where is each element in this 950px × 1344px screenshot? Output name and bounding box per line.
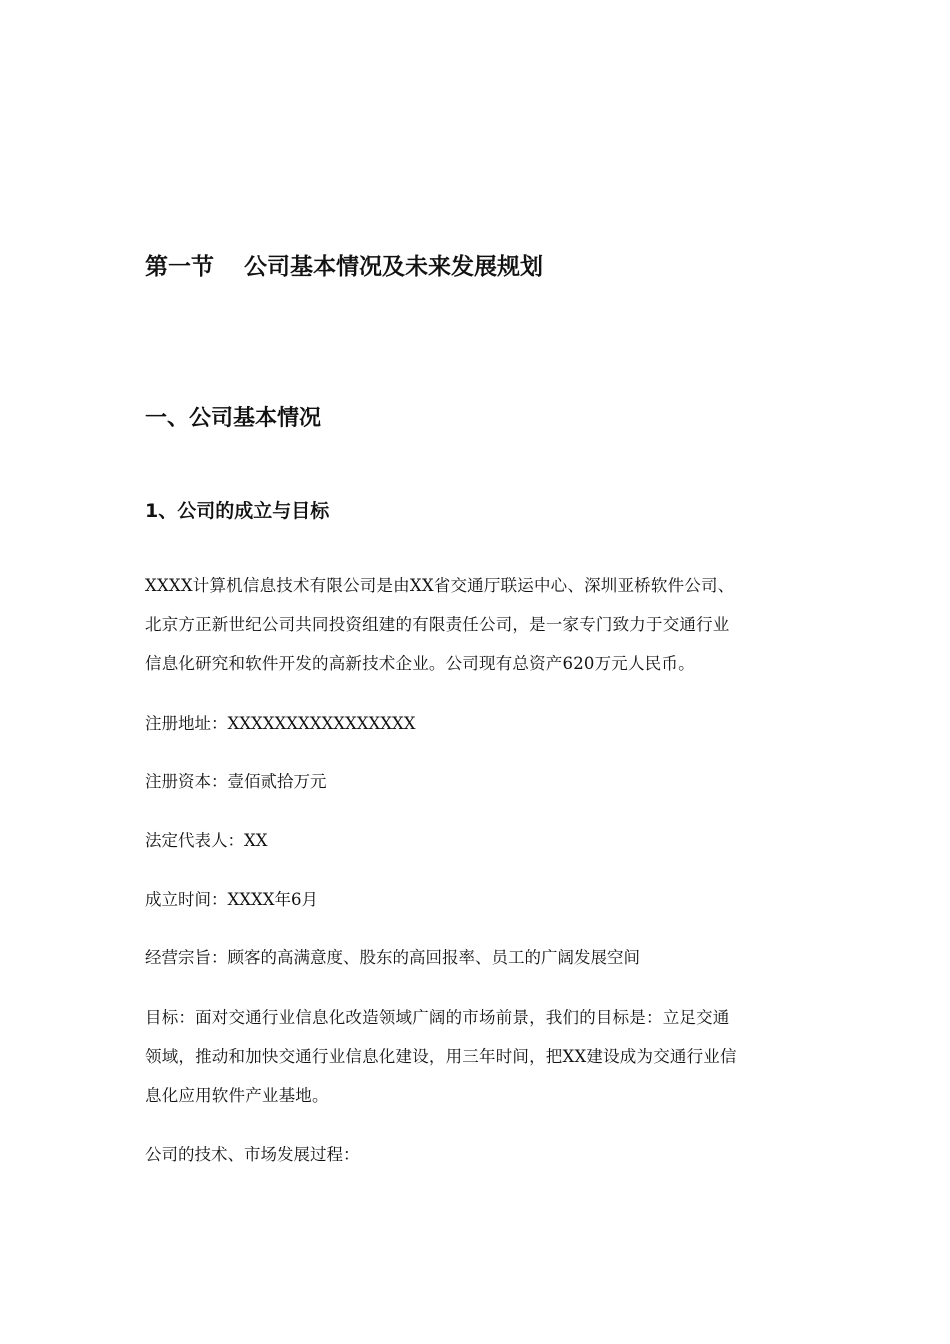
intro-line: 信息化研究和软件开发的高新技术企业。公司现有总资产620万元人民币。 [145,654,695,673]
section-number: 第一节 [145,254,214,280]
heading-company-overview: 一、公司基本情况 [145,406,322,431]
goal-line: 息化应用软件产业基地。 [145,1086,329,1105]
goal-line: 目标：面对交通行业信息化改造领域广阔的市场前景，我们的目标是：立足交通 [145,1008,730,1027]
goal-line: 领域，推动和加快交通行业信息化建设，用三年时间，把XX建设成为交通行业信 [145,1047,737,1066]
intro-line: 北京方正新世纪公司共同投资组建的有限责任公司，是一家专门致力于交通行业 [145,615,730,634]
development-heading: 公司的技术、市场发展过程： [145,1145,360,1164]
intro-line: XXXX计算机信息技术有限公司是由XX省交通厅联运中心、深圳亚桥软件公司、 [145,576,735,595]
legal-representative: 法定代表人：XX [145,831,268,850]
section-title-text: 公司基本情况及未来发展规划 [244,254,543,280]
established-date: 成立时间：XXXX年6月 [145,890,318,909]
business-purpose: 经营宗旨：顾客的高满意度、股东的高回报率、员工的广阔发展空间 [145,948,640,967]
intro-paragraph [145,566,810,683]
goal-paragraph [145,998,810,1115]
registered-capital: 注册资本：壹佰贰拾万元 [145,772,327,791]
section-title [145,250,543,284]
heading-founding-and-goals: 1、公司的成立与目标 [145,500,330,522]
registered-address: 注册地址：XXXXXXXXXXXXXXXX [145,714,416,733]
